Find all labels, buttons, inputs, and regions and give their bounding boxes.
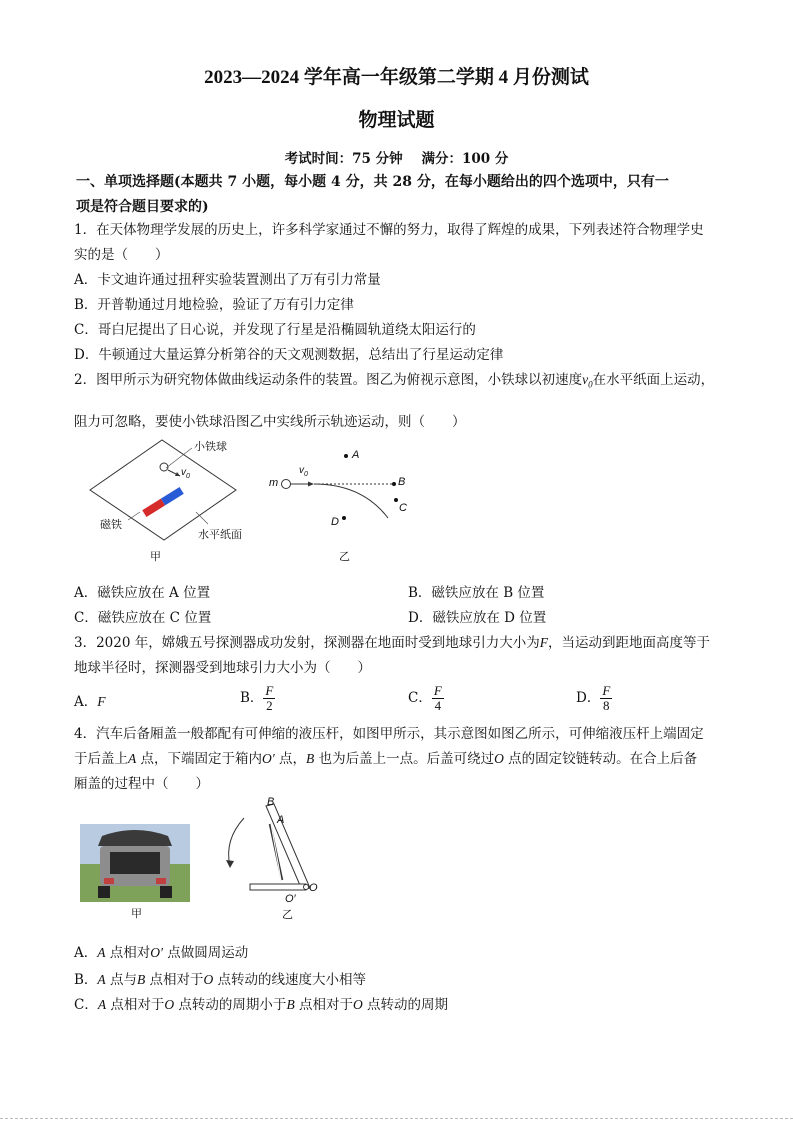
q1-option-b: B．开普勒通过月地检验，验证了万有引力定律	[74, 297, 354, 313]
q3-option-d	[576, 684, 612, 713]
curved-trajectory	[314, 484, 388, 518]
label-v0-yi-symbol: v	[299, 465, 304, 476]
wheel-left	[98, 886, 110, 898]
q4-option-a	[74, 943, 248, 963]
q4-opt-c-mid1: 点相对于	[106, 997, 165, 1013]
wheel-right	[160, 886, 172, 898]
q4-opt-c-post: 点转动的周期	[362, 997, 449, 1013]
q4-symbol-a: A	[128, 751, 137, 766]
v0-arrowhead-yi	[308, 482, 314, 487]
hinge-o	[304, 885, 309, 890]
full-score: 满分：100 分	[421, 151, 509, 167]
exam-time: 考试时间：75 分钟	[284, 151, 403, 167]
q3-option-b-label: B．	[240, 690, 264, 706]
label-a: A	[352, 449, 360, 461]
q3-stem-text-b: ，当运动到距地面高度等于	[548, 635, 710, 651]
q2-figure-yi	[262, 440, 432, 540]
q4-opt-c-mid3: 点相对于	[294, 997, 353, 1013]
q4-opt-b-sym-b: B	[136, 972, 146, 987]
q4-symbol-b: B	[306, 751, 315, 766]
subject-title: 物理试题	[358, 109, 435, 131]
q4-stem-line3: 厢盖的过程中（ ）	[74, 776, 209, 792]
q2-option-d: D．磁铁应放在 D 位置	[408, 610, 547, 626]
q3-option-d-label: D．	[576, 690, 601, 706]
tail-light-left	[104, 878, 114, 884]
q4-opt-a-sym-oprime: O′	[150, 945, 163, 960]
exam-title: 2023—2024 学年高一年级第二学期 4 月份测试	[204, 67, 589, 88]
q3-option-b-den: 2	[266, 698, 273, 713]
page-bottom-rule	[0, 1118, 793, 1120]
q2-stem-line2: 阻力可忽略，要使小铁球沿图乙中实线所示轨迹运动，则（ ）	[74, 414, 466, 430]
q4-opt-c-sym-a: A	[97, 997, 107, 1012]
q3-option-c-label: C．	[408, 690, 432, 706]
q4-label-b: B	[267, 796, 275, 808]
point-d	[342, 516, 346, 520]
q4-opt-b-mid1: 点与	[105, 972, 137, 988]
q3-option-d-den: 8	[603, 698, 610, 713]
q3-option-a-value: F	[97, 694, 106, 709]
q4-opt-a-mid: 点相对	[105, 945, 151, 961]
trunk-base	[250, 884, 306, 890]
label-v0-jia-sub: 0	[186, 473, 190, 480]
q2-option-a: A．磁铁应放在 A 位置	[74, 585, 211, 601]
q2-v0	[582, 372, 593, 390]
q3-stem-line1	[74, 633, 710, 653]
label-m: m	[269, 477, 279, 489]
q1-stem-line2: 实的是（ ）	[74, 247, 169, 263]
fig-jia-caption: 甲	[150, 551, 161, 563]
q3-option-b-num: F	[265, 683, 274, 698]
q1-option-d: D．牛顿通过大量运算分析第谷的天文观测数据，总结出了行星运动定律	[74, 347, 504, 363]
q4-stem-line2	[74, 749, 697, 769]
q4-text-d: 也为后盖上一点。后盖可绕过	[314, 751, 495, 767]
point-c	[394, 498, 398, 502]
q3-option-b-fraction	[263, 684, 275, 713]
label-v0-jia	[181, 467, 190, 480]
label-v0-yi	[299, 465, 308, 478]
fig-yi-caption: 乙	[339, 551, 350, 563]
q4-symbol-o: O	[494, 751, 504, 766]
magnet	[142, 487, 184, 517]
section-heading	[76, 170, 756, 220]
q4-figure-jia-photo	[80, 824, 190, 902]
label-v0-jia-symbol: v	[181, 467, 186, 478]
q3-option-d-num: F	[602, 683, 611, 698]
q4-opt-b-sym-o: O	[203, 972, 214, 987]
magnet-red-pole	[142, 499, 165, 517]
q4-fig-jia-caption: 甲	[131, 908, 142, 920]
q3-option-d-fraction	[600, 684, 612, 713]
q2-v0-subscript: 0	[588, 379, 593, 390]
q2-option-c: C．磁铁应放在 C 位置	[74, 610, 212, 626]
q3-stem-text-a: 3．2020 年，嫦娥五号探测器成功发射，探测器在地面时受到地球引力大小为	[74, 635, 540, 651]
q4-label-o: O	[309, 882, 318, 894]
q4-opt-b-post: 点转动的线速度大小相等	[213, 972, 367, 988]
q3-option-a	[74, 692, 106, 712]
q4-opt-b-sym-a: A	[97, 972, 106, 987]
q2-stem-text-a: 2．图甲所示为研究物体做曲线运动条件的装置。图乙为俯视示意图，小铁球以初速度	[74, 372, 583, 388]
q4-option-b	[74, 970, 366, 990]
q2-stem-line1	[74, 370, 714, 395]
q4-opt-c-sym-b: B	[286, 997, 295, 1012]
q3-option-c-num: F	[433, 683, 442, 698]
q4-opt-c-pre: C．	[74, 997, 98, 1013]
ball-yi	[282, 480, 291, 489]
q4-opt-a-post: 点做圆周运动	[163, 945, 249, 961]
point-b	[392, 482, 396, 486]
q4-stem-line1: 4．汽车后备厢盖一般都配有可伸缩的液压杆，如图甲所示，其示意图如图乙所示，可伸缩液压杆上端固定	[74, 726, 704, 742]
label-magnet: 磁铁	[100, 519, 122, 531]
q4-text-c: 点，	[274, 751, 307, 767]
q4-text-b: 点，下端固定于箱内	[136, 751, 263, 767]
q1-option-a: A．卡文迪许通过扭秤实验装置测出了万有引力常量	[74, 272, 381, 288]
magnet-blue-pole	[161, 487, 184, 505]
q3-stem-line2: 地球半径时，探测器受到地球引力大小为（ ）	[74, 660, 371, 676]
rotation-arrowhead	[226, 860, 234, 868]
label-v0-yi-sub: 0	[304, 471, 308, 478]
q4-fig-yi-caption: 乙	[282, 909, 293, 921]
q2-stem-text-b: 在水平纸面上运动，	[592, 372, 715, 388]
magnet-leader-line	[128, 512, 140, 520]
q2-figure-jia	[84, 432, 254, 562]
label-d: D	[331, 516, 339, 528]
q4-symbol-oprime: O′	[262, 751, 275, 766]
q3-option-c-den: 4	[434, 698, 442, 713]
q1-option-c: C．哥白尼提出了日心说，并发现了行星是沿椭圆轨道绕太阳运行的	[74, 322, 476, 338]
q4-opt-a-sym-a: A	[97, 945, 106, 960]
q4-option-c	[74, 995, 448, 1015]
q4-label-oprime: O′	[285, 893, 296, 905]
section-heading-line1: 一、单项选择题(本题共 7 小题，每小题 4 分，共 28 分，在每小题给出的四个选项中，只有一	[76, 174, 669, 190]
rotation-arc	[229, 818, 244, 866]
section-heading-line2: 项是符合题目要求的)	[76, 199, 209, 215]
q4-text-e: 点的固定铰链转动。在合上后备	[503, 751, 698, 767]
q4-text-a: 于后盖上	[74, 751, 128, 767]
q4-opt-b-pre: B．	[74, 972, 98, 988]
q3-symbol-f: F	[539, 635, 548, 650]
label-b: B	[398, 476, 406, 488]
trunk-opening	[110, 852, 160, 874]
q1-stem-line1: 1．在天体物理学发展的历史上，许多科学家通过不懈的努力，取得了辉煌的成果，下列表述符合物理学史	[74, 222, 704, 238]
point-a	[344, 454, 348, 458]
q4-opt-c-mid2: 点转动的周期小于	[174, 997, 287, 1013]
exam-meta	[0, 147, 793, 167]
q4-opt-c-sym-o2: O	[352, 997, 363, 1012]
label-c: C	[399, 502, 407, 514]
label-horizontal-paper: 水平纸面	[198, 529, 242, 541]
q4-label-a: A	[277, 814, 285, 826]
q2-option-b: B．磁铁应放在 B 位置	[408, 585, 545, 601]
q4-opt-a-pre: A．	[74, 945, 98, 961]
q3-option-c-fraction	[432, 684, 444, 713]
q3-option-b	[240, 684, 275, 713]
q4-opt-c-sym-o1: O	[164, 997, 175, 1012]
q2-v0-symbol: v	[582, 372, 589, 387]
q3-option-c	[408, 684, 444, 713]
q4-opt-b-mid2: 点相对于	[145, 972, 204, 988]
q3-option-a-label: A．	[74, 694, 98, 710]
lid-bar	[266, 804, 310, 890]
tail-light-right	[156, 878, 166, 884]
label-iron-ball: 小铁球	[194, 441, 227, 453]
